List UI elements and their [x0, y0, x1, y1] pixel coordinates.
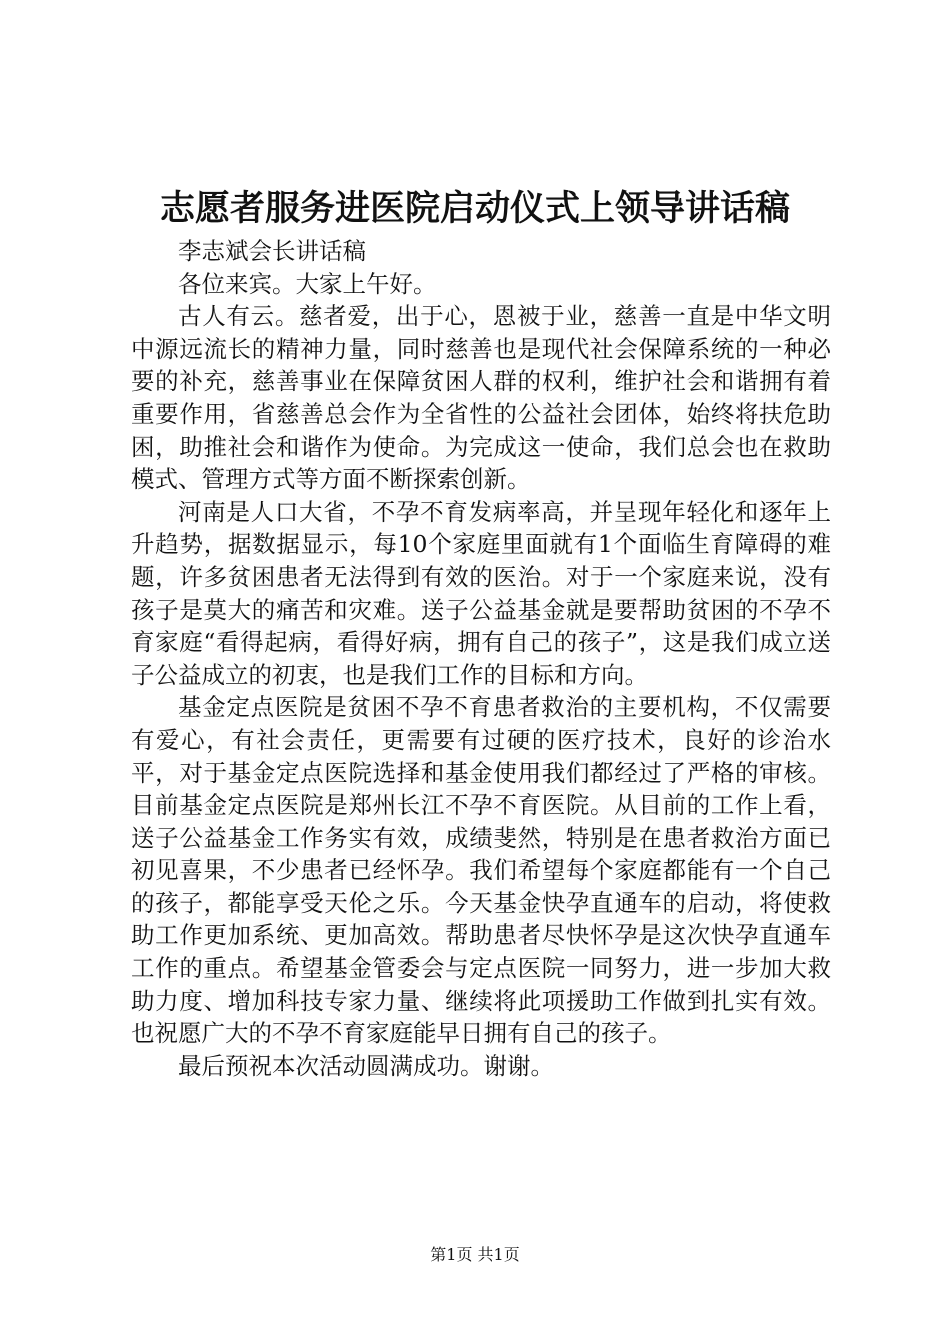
document-title: 志愿者服务进医院启动仪式上领导讲话稿 [159, 188, 790, 229]
document-body [131, 235, 831, 1082]
body-paragraph-3: 基金定点医院是贫困不孕不育患者救治的主要机构，不仅需要有爱心，有社会责任，更需要有过硬的医疗技术，良好的诊治水平，对于基金定点医院选择和基金使用我们都经过了严格的审核。目前基金定点医院是郑州长江不孕不育医院。从目前的工作上看，送子公益基金工作务实有效，成绩斐然，特别是在患者救治方面已初见喜果，不少患者已经怀孕。我们希望每个家庭都能有一个自己的孩子，都能享受天伦之乐。今天基金快孕直通车的启动，将使救助工作更加系统、更加高效。帮助患者尽快怀孕是这次快孕直通车工作的重点。希望基金管委会与定点医院一同努力，进一步加大救助力度、增加科技专家力量、继续将此项援助工作做到扎实有效。也祝愿广大的不孕不育家庭能早日拥有自己的孩子。 [131, 693, 831, 1048]
greeting-paragraph: 各位来宾。大家上午好。 [178, 269, 437, 298]
body-paragraph-1: 古人有云。慈者爱，出于心，恩被于业，慈善一直是中华文明中源远流长的精神力量，同时慈善也是现代社会保障系统的一种必要的补充，慈善事业在保障贫困人群的权利，维护社会和谐拥有着重要作用，省慈善总会作为全省性的公益社会团体，始终将扶危助困，助推社会和谐作为使命。为完成这一使命，我们总会也在救助模式、管理方式等方面不断探索创新。 [131, 302, 831, 494]
page-footer: 第1页 共1页 [430, 1245, 520, 1264]
speaker-line: 李志斌会长讲话稿 [178, 237, 366, 265]
closing-paragraph: 最后预祝本次活动圆满成功。谢谢。 [178, 1051, 554, 1080]
body-paragraph-2: 河南是人口大省，不孕不育发病率高，并呈现年轻化和逐年上升趋势，据数据显示，每10个家庭里面就有1个面临生育障碍的难题，许多贫困患者无法得到有效的医治。对于一个家庭来说，没有孩子是莫大的痛苦和灾难。送子公益基金就是要帮助贫困的不孕不育家庭“看得起病，看得好病，拥有自己的孩子”，这是我们成立送子公益成立的初衷，也是我们工作的目标和方向。 [131, 497, 831, 689]
